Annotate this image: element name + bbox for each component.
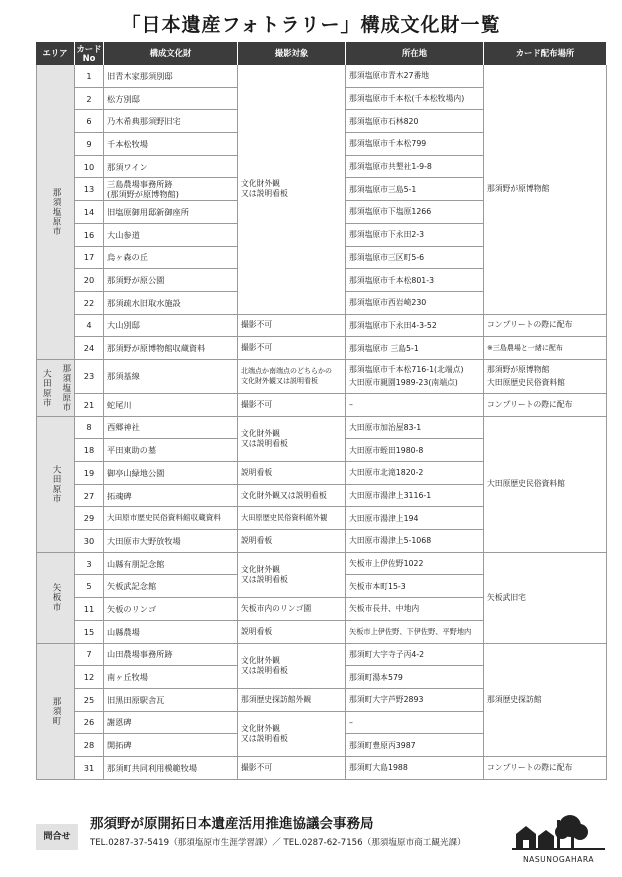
table-row [36,394,607,417]
property-name: 蛇尾川 [104,394,238,417]
address: 那須塩原市石林820 [346,110,484,133]
card-no: 6 [75,110,104,133]
cultural-properties-table [36,42,607,780]
property-name: 旧青木家那須別邸 [104,65,238,88]
property-name: 山縣農場 [104,621,238,644]
card-no: 12 [75,666,104,689]
subject: 撮影不可 [238,337,346,360]
place-cell: 大田原歴史民俗資料館 [484,417,607,553]
place: 那須野が原博物館 [487,365,550,375]
address: 大田原市蛭田1980-8 [346,439,484,462]
address: 那須塩原市下永田2-3 [346,224,484,247]
card-no: 13 [75,178,104,201]
property-name: 拓魂碑 [104,485,238,508]
header-property: 構成文化財 [104,42,238,65]
property-name: 那須野が原博物館収蔵資料 [104,337,238,360]
property-name: 平田東助の墓 [104,439,238,462]
subject: 北端点か南端点のどちらかの 文化財外観又は説明看板 [238,360,346,394]
property-name: 烏ヶ森の丘 [104,247,238,270]
card-no: 5 [75,575,104,598]
address: 大田原市北滝1820-2 [346,462,484,485]
area-cell-yaita: 矢板市 [36,553,75,644]
page-title: 「日本遺産フォトラリー」構成文化財一覧 [121,14,501,36]
address: 大田原市湯津上194 [346,507,484,530]
property-name: 大山別邸 [104,315,238,338]
address: 那須塩原市千本松801-3 [346,269,484,292]
place: コンプリートの際に配布 [484,757,607,780]
property-name: 大山参道 [104,224,238,247]
card-no: 8 [75,417,104,440]
table-row [36,417,607,440]
nasunogahara-logo [510,812,607,864]
area-cell-nasu: 那須町 [36,644,75,780]
property-name: 旧塩原御用邸新御座所 [104,201,238,224]
card-no: 15 [75,621,104,644]
address: 那須塩原市三区町5-6 [346,247,484,270]
property-name: 御亭山緑地公園 [104,462,238,485]
subject: 文化財外観 又は説明看板 [238,417,346,462]
property-name: 那須ワイン [104,156,238,179]
address: 那須塩原市千本松716-1(北端点) [349,365,464,375]
property-name: 大田原市大野放牧場 [104,530,238,553]
barn-tree-logo-icon [510,812,607,852]
address: 那須塩原市下塩原1266 [346,201,484,224]
address: 矢板市上伊佐野1022 [346,553,484,576]
card-no: 11 [75,598,104,621]
card-no: 21 [75,394,104,417]
property-name: 開拓碑 [104,734,238,757]
card-no: 19 [75,462,104,485]
address: – [346,394,484,417]
address: 大田原市湯津上3116-1 [346,485,484,508]
card-no: 25 [75,689,104,712]
card-no: 17 [75,247,104,270]
property-name: 謝恩碑 [104,712,238,735]
card-no: 7 [75,644,104,667]
subject: 説明看板 [238,462,346,485]
property-name: 松方別邸 [104,88,238,111]
address: 矢板市本町15-3 [346,575,484,598]
subject: 説明看板 [238,530,346,553]
subject: 文化財外観又は説明看板 [238,485,346,508]
area-cell-joint: 大田原市 那須塩原市 [36,360,75,417]
card-no: 2 [75,88,104,111]
area-cell-otawara: 大田原市 [36,417,75,553]
property-name: 山田農場事務所跡 [104,644,238,667]
subject: 大田原歴史民俗資料館外観 [238,507,346,530]
address: 那須町大字芦野2893 [346,689,484,712]
table-header-row [36,42,607,65]
logo-wordmark: NASUNOGAHARA [522,855,595,864]
contact-footer [36,812,607,864]
subject: 撮影不可 [238,394,346,417]
contact-phone: TEL.0287-37-5419（那須塩原市生涯学習課）／ TEL.0287-62-7156（那須塩原市商工観光課） [90,838,466,848]
card-no: 30 [75,530,104,553]
subject: 説明看板 [238,621,346,644]
subject: 撮影不可 [238,757,346,780]
card-no: 10 [75,156,104,179]
subject: 文化財外観 又は説明看板 [238,712,346,757]
table-row [36,360,607,394]
address: 大田原市加治屋83-1 [346,417,484,440]
table-row [36,315,607,338]
address: 矢板市上伊佐野、下伊佐野、平野地内 [346,621,484,644]
header-place: カード配布場所 [484,42,607,65]
address: 大田原市親園1989-23(南端点) [349,378,458,388]
address: 那須塩原市共墾社1-9-8 [346,156,484,179]
property-name: 那須野が原公園 [104,269,238,292]
address: 矢板市長井、中地内 [346,598,484,621]
subject: 文化財外観 又は説明看板 [238,644,346,689]
card-no: 1 [75,65,104,88]
contact-label: 問合せ [36,824,78,850]
place: コンプリートの際に配布 [484,315,607,338]
address: 那須塩原市千本松799 [346,133,484,156]
subject-cell: 文化財外観 又は説明看板 [238,65,346,315]
card-no: 4 [75,315,104,338]
address: 那須塩原市三島5-1 [346,178,484,201]
place: ※三島農場と一緒に配布 [484,337,607,360]
card-no: 9 [75,133,104,156]
card-no: 29 [75,507,104,530]
address: 那須塩原市青木27番地 [346,65,484,88]
card-no: 26 [75,712,104,735]
table-row [36,757,607,780]
card-no: 16 [75,224,104,247]
contact-organization: 那須野が原開拓日本遺産活用推進協議会事務局 [90,816,374,832]
card-no: 22 [75,292,104,315]
header-card-no: カード No [75,42,104,65]
header-address: 所在地 [346,42,484,65]
subject: 那須歴史探訪館外観 [238,689,346,712]
card-no: 23 [75,360,104,394]
header-subject: 撮影対象 [238,42,346,65]
address: 那須町大島1988 [346,757,484,780]
property-name: 那須町共同利用模範牧場 [104,757,238,780]
table-row [36,337,607,360]
area-cell-nasushiobara: 那須塩原市 [36,65,75,360]
card-no: 18 [75,439,104,462]
table-row [36,65,607,88]
card-no: 3 [75,553,104,576]
card-no: 28 [75,734,104,757]
property-name: 矢板のリンゴ [104,598,238,621]
place-cell: 那須野が原博物館 [484,65,607,315]
card-no: 31 [75,757,104,780]
subject: 矢板市内のリンゴ園 [238,598,346,621]
property-name: 大田原市歴史民俗資料館収蔵資料 [104,507,238,530]
property-name: 西郷神社 [104,417,238,440]
address: 那須塩原市 三島5-1 [346,337,484,360]
header-area: エリア [36,42,75,65]
table-row [36,553,607,576]
subject: 撮影不可 [238,315,346,338]
property-name: 山縣有朋記念館 [104,553,238,576]
place-cell: 矢板武旧宅 [484,553,607,644]
address: 那須町豊原丙3987 [346,734,484,757]
property-name: 那須疏水旧取水施設 [104,292,238,315]
property-name: 旧黒田原駅舎瓦 [104,689,238,712]
address-pair [346,360,484,394]
address: 那須町湯本579 [346,666,484,689]
property-name: 三島農場事務所跡 (那須野が原博物館) [104,178,238,201]
subject: 文化財外観 又は説明看板 [238,553,346,598]
address: – [346,712,484,735]
property-name: 千本松牧場 [104,133,238,156]
card-no: 27 [75,485,104,508]
property-name: 矢板武記念館 [104,575,238,598]
table-row [36,644,607,667]
property-name: 南ヶ丘牧場 [104,666,238,689]
card-no: 20 [75,269,104,292]
card-no: 14 [75,201,104,224]
property-name: 乃木希典那須野旧宅 [104,110,238,133]
place-cell: 那須歴史探訪館 [484,644,607,757]
place: コンプリートの際に配布 [484,394,607,417]
address: 那須町大字寺子丙4-2 [346,644,484,667]
card-no: 24 [75,337,104,360]
property-name: 那須基線 [104,360,238,394]
address: 那須塩原市西岩崎230 [346,292,484,315]
address: 那須塩原市千本松(千本松牧場内) [346,88,484,111]
address: 那須塩原市下永田4-3-52 [346,315,484,338]
address: 大田原市湯津上5-1068 [346,530,484,553]
place: 大田原歴史民俗資料館 [487,378,565,388]
place-pair [484,360,607,394]
